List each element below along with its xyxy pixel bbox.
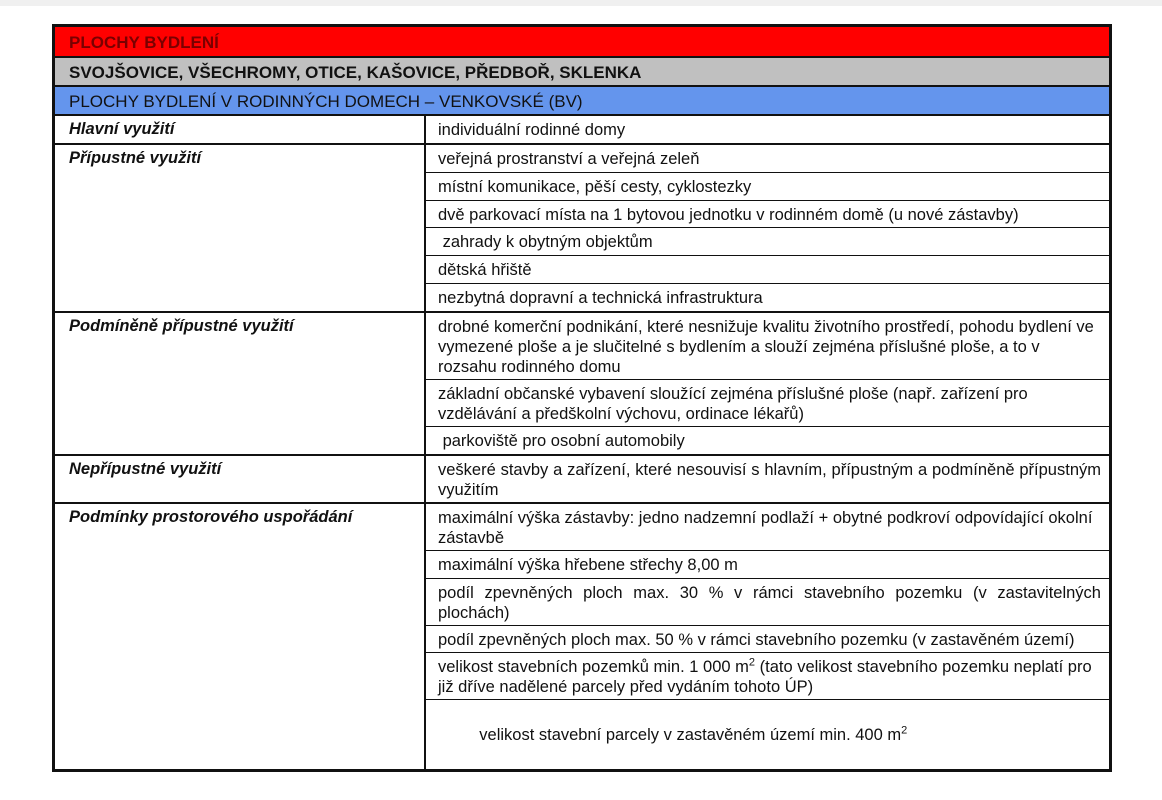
- row-label-main-use: Hlavní využití: [55, 116, 426, 145]
- superscript: 2: [748, 656, 756, 669]
- value-cell: dvě parkovací místa na 1 bytovou jednotku v rodinném domě (u nové zástavby): [426, 201, 1109, 228]
- value-cell: základní občanské vybavení sloužící zejména příslušné ploše (např. zařízení pro vzdělávání a předškolní výchovu, ordinace lékařů): [426, 380, 1109, 427]
- regulation-rows: [55, 116, 1109, 769]
- row-values-permitted-use: [426, 145, 1109, 313]
- page-top-edge: [0, 0, 1162, 6]
- row-label-prohibited-use: Nepřípustné využití: [55, 456, 426, 504]
- value-cell: maximální výška hřebene střechy 8,00 m: [426, 551, 1109, 579]
- value-cell-min-parcel-size: [426, 700, 1109, 769]
- table-header-area-type: PLOCHY BYDLENÍ V RODINNÝCH DOMECH – VENKOVSKÉ (BV): [55, 87, 1109, 116]
- value-cell: individuální rodinné domy: [438, 121, 626, 139]
- min-plot-size-note: (tato velikost stavebního pozemku neplatí pro již dříve nadělené parcely před vydáním tohoto ÚP): [438, 658, 1092, 696]
- value-cell: nezbytná dopravní a technická infrastruktura: [438, 289, 763, 307]
- row-values-prohibited-use: [426, 456, 1109, 504]
- row-label-conditional-use: Podmíněně přípustné využití: [55, 313, 426, 456]
- value-cell: veřejná prostranství a veřejná zeleň: [426, 145, 1109, 173]
- value-cell: zahrady k obytným objektům: [426, 228, 1109, 256]
- value-cell: dětská hřiště: [426, 256, 1109, 284]
- table-header-locations: SVOJŠOVICE, VŠECHROMY, OTICE, KAŠOVICE, PŘEDBOŘ, SKLENKA: [55, 58, 1109, 87]
- row-values-spatial-conditions: [426, 504, 1109, 769]
- table-header-housing-areas: PLOCHY BYDLENÍ: [55, 27, 1109, 58]
- value-cell: podíl zpevněných ploch max. 50 % v rámci stavebního pozemku (v zastavěném území): [426, 626, 1109, 653]
- value-cell: veškeré stavby a zařízení, které nesouvisí s hlavním, přípustným a podmíněně přípustným využitím: [438, 461, 1101, 499]
- value-cell: drobné komerční podnikání, které nesnižuje kvalitu životního prostředí, pohodu bydlení ve vymezené ploše a je slučitelné s bydlením a slouží zejména příslušné ploše, a to v rozsahu rodinného domu: [426, 313, 1109, 380]
- value-cell: podíl zpevněných ploch max. 30 % v rámci stavebního pozemku (v zastavitelných plochách): [426, 579, 1109, 626]
- regulation-table: [52, 24, 1112, 772]
- row-label-spatial-conditions: Podmínky prostorového uspořádání: [55, 504, 426, 769]
- row-values-conditional-use: [426, 313, 1109, 456]
- row-values-main-use: [426, 116, 1109, 145]
- value-cell: místní komunikace, pěší cesty, cyklostezky: [426, 173, 1109, 201]
- superscript: 2: [901, 724, 908, 737]
- min-parcel-size-text: velikost stavební parcely v zastavěném území min. 400 m: [474, 726, 902, 744]
- value-cell: parkoviště pro osobní automobily: [438, 432, 685, 450]
- min-plot-size-text: velikost stavebních pozemků min. 1 000 m: [438, 658, 749, 676]
- value-cell: maximální výška zástavby: jedno nadzemní podlaží + obytné podkroví odpovídající okolní zástavbě: [426, 504, 1109, 551]
- value-cell-min-plot-size: [426, 653, 1109, 700]
- row-label-permitted-use: Přípustné využití: [55, 145, 426, 313]
